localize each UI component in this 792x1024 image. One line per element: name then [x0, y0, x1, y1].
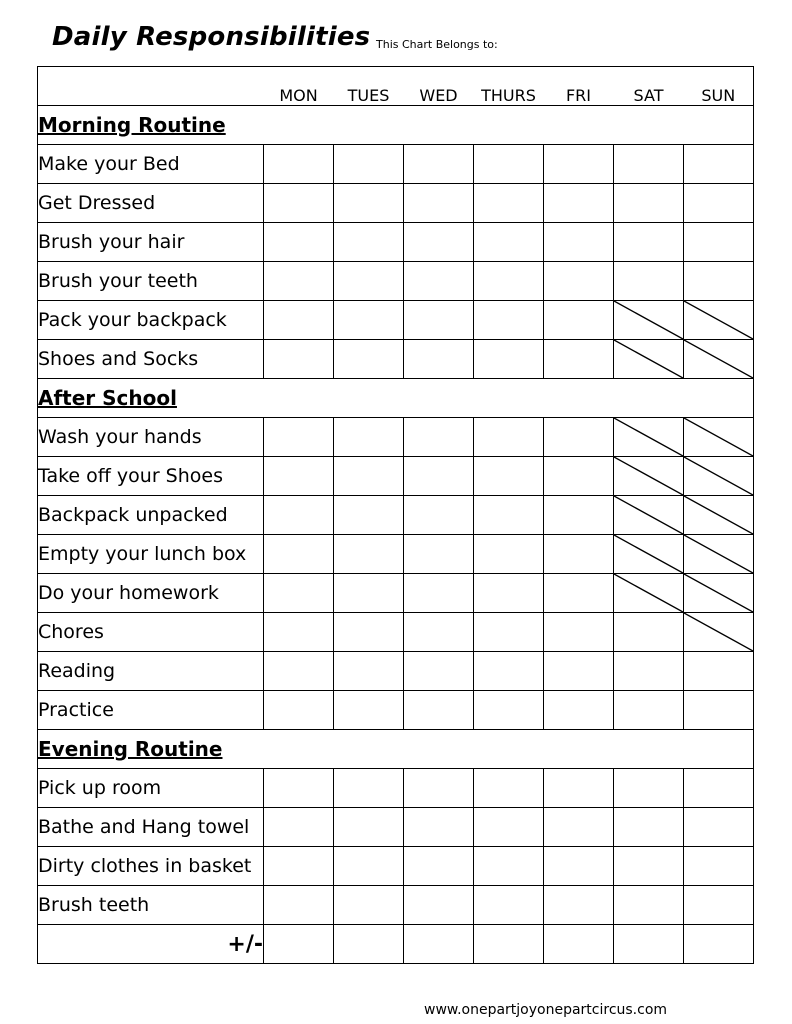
checkbox-cell-wed[interactable]: [404, 535, 474, 574]
task-row: [38, 691, 754, 730]
crossed-out-cell: [614, 418, 684, 457]
task-label: Take off your Shoes: [38, 457, 264, 496]
task-row: [38, 496, 754, 535]
score-cell-tues[interactable]: [334, 925, 404, 964]
section-row: [38, 379, 754, 418]
checkbox-cell-sun[interactable]: [684, 652, 754, 691]
checkbox-cell-mon[interactable]: [264, 457, 334, 496]
checkbox-cell-tues[interactable]: [334, 457, 404, 496]
task-label: Wash your hands: [38, 418, 264, 457]
checkbox-cell-wed[interactable]: [404, 613, 474, 652]
checkbox-cell-sat[interactable]: [614, 769, 684, 808]
checkbox-cell-sun[interactable]: [684, 691, 754, 730]
task-row: [38, 340, 754, 379]
score-cell-sat[interactable]: [614, 925, 684, 964]
checkbox-cell-thurs[interactable]: [474, 457, 544, 496]
checkbox-cell-fri[interactable]: [544, 145, 614, 184]
day-header-sun: SUN: [684, 67, 754, 106]
section-row: [38, 730, 754, 769]
checkbox-cell-fri[interactable]: [544, 223, 614, 262]
checkbox-cell-thurs[interactable]: [474, 574, 544, 613]
checkbox-cell-thurs[interactable]: [474, 886, 544, 925]
checkbox-cell-tues[interactable]: [334, 496, 404, 535]
task-label: Get Dressed: [38, 184, 264, 223]
checkbox-cell-thurs[interactable]: [474, 418, 544, 457]
checkbox-cell-thurs[interactable]: [474, 301, 544, 340]
checkbox-cell-tues[interactable]: [334, 262, 404, 301]
checkbox-cell-sat[interactable]: [614, 184, 684, 223]
task-label: Do your homework: [38, 574, 264, 613]
checkbox-cell-fri[interactable]: [544, 496, 614, 535]
checkbox-cell-tues[interactable]: [334, 574, 404, 613]
checkbox-cell-thurs[interactable]: [474, 262, 544, 301]
checkbox-cell-mon[interactable]: [264, 613, 334, 652]
day-header-mon: MON: [264, 67, 334, 106]
section-title: After School: [38, 379, 754, 418]
chart-title: Daily Responsibilities: [52, 22, 371, 52]
checkbox-cell-thurs[interactable]: [474, 613, 544, 652]
checkbox-cell-mon[interactable]: [264, 886, 334, 925]
checkbox-cell-mon[interactable]: [264, 145, 334, 184]
score-label: +/-: [38, 925, 264, 964]
checkbox-cell-mon[interactable]: [264, 691, 334, 730]
section-title: Evening Routine: [38, 730, 754, 769]
checkbox-cell-sat[interactable]: [614, 886, 684, 925]
checkbox-cell-wed[interactable]: [404, 691, 474, 730]
checkbox-cell-wed[interactable]: [404, 184, 474, 223]
checkbox-cell-mon[interactable]: [264, 418, 334, 457]
task-row: [38, 223, 754, 262]
task-label: Reading: [38, 652, 264, 691]
task-row: [38, 145, 754, 184]
task-label: Bathe and Hang towel: [38, 808, 264, 847]
task-row: [38, 301, 754, 340]
task-row: [38, 847, 754, 886]
checkbox-cell-tues[interactable]: [334, 691, 404, 730]
checkbox-cell-tues[interactable]: [334, 652, 404, 691]
checkbox-cell-tues[interactable]: [334, 847, 404, 886]
task-label: Chores: [38, 613, 264, 652]
crossed-out-cell: [614, 535, 684, 574]
checkbox-cell-sun[interactable]: [684, 847, 754, 886]
checkbox-cell-thurs[interactable]: [474, 808, 544, 847]
checkbox-cell-wed[interactable]: [404, 340, 474, 379]
checkbox-cell-sat[interactable]: [614, 613, 684, 652]
checkbox-cell-sat[interactable]: [614, 145, 684, 184]
task-row: [38, 184, 754, 223]
checkbox-cell-mon[interactable]: [264, 340, 334, 379]
checkbox-cell-thurs[interactable]: [474, 535, 544, 574]
crossed-out-cell: [684, 340, 754, 379]
checkbox-cell-wed[interactable]: [404, 652, 474, 691]
task-row: [38, 574, 754, 613]
crossed-out-cell: [684, 301, 754, 340]
responsibilities-table: [37, 66, 754, 964]
checkbox-cell-wed[interactable]: [404, 886, 474, 925]
checkbox-cell-fri[interactable]: [544, 886, 614, 925]
checkbox-cell-tues[interactable]: [334, 301, 404, 340]
checkbox-cell-mon[interactable]: [264, 184, 334, 223]
checkbox-cell-wed[interactable]: [404, 496, 474, 535]
checkbox-cell-thurs[interactable]: [474, 145, 544, 184]
crossed-out-cell: [684, 535, 754, 574]
checkbox-cell-wed[interactable]: [404, 223, 474, 262]
score-cell-fri[interactable]: [544, 925, 614, 964]
checkbox-cell-fri[interactable]: [544, 769, 614, 808]
checkbox-cell-sun[interactable]: [684, 184, 754, 223]
checkbox-cell-wed[interactable]: [404, 847, 474, 886]
checkbox-cell-tues[interactable]: [334, 769, 404, 808]
task-label: Dirty clothes in basket: [38, 847, 264, 886]
task-row: [38, 535, 754, 574]
checkbox-cell-tues[interactable]: [334, 184, 404, 223]
checkbox-cell-tues[interactable]: [334, 145, 404, 184]
checkbox-cell-tues[interactable]: [334, 808, 404, 847]
chart-owner-label: This Chart Belongs to:: [376, 38, 498, 51]
checkbox-cell-tues[interactable]: [334, 613, 404, 652]
checkbox-cell-wed[interactable]: [404, 769, 474, 808]
task-row: [38, 613, 754, 652]
checkbox-cell-thurs[interactable]: [474, 652, 544, 691]
checkbox-cell-thurs[interactable]: [474, 340, 544, 379]
checkbox-cell-mon[interactable]: [264, 223, 334, 262]
score-cell-wed[interactable]: [404, 925, 474, 964]
checkbox-cell-thurs[interactable]: [474, 847, 544, 886]
checkbox-cell-fri[interactable]: [544, 535, 614, 574]
checkbox-cell-thurs[interactable]: [474, 496, 544, 535]
checkbox-cell-sun[interactable]: [684, 223, 754, 262]
section-title: Morning Routine: [38, 106, 754, 145]
checkbox-cell-sun[interactable]: [684, 769, 754, 808]
checkbox-cell-fri[interactable]: [544, 301, 614, 340]
checkbox-cell-mon[interactable]: [264, 535, 334, 574]
section-row: [38, 106, 754, 145]
day-header-tues: TUES: [334, 67, 404, 106]
checkbox-cell-fri[interactable]: [544, 613, 614, 652]
checkbox-cell-sun[interactable]: [684, 145, 754, 184]
crossed-out-cell: [614, 574, 684, 613]
checkbox-cell-fri[interactable]: [544, 457, 614, 496]
checkbox-cell-mon[interactable]: [264, 652, 334, 691]
task-row: [38, 457, 754, 496]
checkbox-cell-tues[interactable]: [334, 535, 404, 574]
crossed-out-cell: [684, 574, 754, 613]
checkbox-cell-sat[interactable]: [614, 652, 684, 691]
checkbox-cell-sun[interactable]: [684, 886, 754, 925]
task-row: [38, 769, 754, 808]
score-row: [38, 925, 754, 964]
checkbox-cell-fri[interactable]: [544, 184, 614, 223]
task-label: Brush teeth: [38, 886, 264, 925]
task-label: Make your Bed: [38, 145, 264, 184]
task-row: [38, 418, 754, 457]
checkbox-cell-tues[interactable]: [334, 223, 404, 262]
score-cell-mon[interactable]: [264, 925, 334, 964]
checkbox-cell-mon[interactable]: [264, 574, 334, 613]
task-label: Shoes and Socks: [38, 340, 264, 379]
checkbox-cell-fri[interactable]: [544, 808, 614, 847]
crossed-out-cell: [684, 613, 754, 652]
checkbox-cell-wed[interactable]: [404, 145, 474, 184]
checkbox-cell-thurs[interactable]: [474, 769, 544, 808]
crossed-out-cell: [614, 496, 684, 535]
crossed-out-cell: [684, 457, 754, 496]
score-cell-sun[interactable]: [684, 925, 754, 964]
checkbox-cell-wed[interactable]: [404, 418, 474, 457]
checkbox-cell-wed[interactable]: [404, 262, 474, 301]
checkbox-cell-fri[interactable]: [544, 262, 614, 301]
checkbox-cell-sat[interactable]: [614, 808, 684, 847]
crossed-out-cell: [684, 418, 754, 457]
day-header-thurs: THURS: [474, 67, 544, 106]
task-row: [38, 652, 754, 691]
checkbox-cell-sun[interactable]: [684, 808, 754, 847]
task-label: Brush your hair: [38, 223, 264, 262]
checkbox-cell-mon[interactable]: [264, 808, 334, 847]
checkbox-cell-fri[interactable]: [544, 574, 614, 613]
task-row: [38, 262, 754, 301]
checkbox-cell-fri[interactable]: [544, 340, 614, 379]
checkbox-cell-thurs[interactable]: [474, 223, 544, 262]
task-label: Empty your lunch box: [38, 535, 264, 574]
checkbox-cell-wed[interactable]: [404, 574, 474, 613]
checkbox-cell-sat[interactable]: [614, 847, 684, 886]
checkbox-cell-fri[interactable]: [544, 652, 614, 691]
score-cell-thurs[interactable]: [474, 925, 544, 964]
task-label: Practice: [38, 691, 264, 730]
checkbox-cell-tues[interactable]: [334, 418, 404, 457]
task-label: Pack your backpack: [38, 301, 264, 340]
checkbox-cell-thurs[interactable]: [474, 691, 544, 730]
checkbox-cell-wed[interactable]: [404, 301, 474, 340]
checkbox-cell-tues[interactable]: [334, 340, 404, 379]
checkbox-cell-sat[interactable]: [614, 691, 684, 730]
task-row: [38, 886, 754, 925]
checkbox-cell-mon[interactable]: [264, 847, 334, 886]
task-row: [38, 808, 754, 847]
task-label: Backpack unpacked: [38, 496, 264, 535]
checkbox-cell-mon[interactable]: [264, 301, 334, 340]
checkbox-cell-fri[interactable]: [544, 691, 614, 730]
checkbox-cell-sun[interactable]: [684, 262, 754, 301]
checkbox-cell-fri[interactable]: [544, 847, 614, 886]
crossed-out-cell: [614, 340, 684, 379]
checkbox-cell-sat[interactable]: [614, 223, 684, 262]
checkbox-cell-mon[interactable]: [264, 262, 334, 301]
checkbox-cell-thurs[interactable]: [474, 184, 544, 223]
crossed-out-cell: [684, 496, 754, 535]
checkbox-cell-fri[interactable]: [544, 418, 614, 457]
checkbox-cell-tues[interactable]: [334, 886, 404, 925]
day-header-fri: FRI: [544, 67, 614, 106]
crossed-out-cell: [614, 301, 684, 340]
checkbox-cell-mon[interactable]: [264, 496, 334, 535]
checkbox-cell-wed[interactable]: [404, 808, 474, 847]
checkbox-cell-sat[interactable]: [614, 262, 684, 301]
task-label: Brush your teeth: [38, 262, 264, 301]
day-header-row: [38, 67, 754, 106]
website-footer: www.onepartjoyonepartcircus.com: [424, 1002, 668, 1018]
day-header-wed: WED: [404, 67, 474, 106]
header-blank: [38, 67, 264, 106]
crossed-out-cell: [614, 457, 684, 496]
checkbox-cell-mon[interactable]: [264, 769, 334, 808]
checkbox-cell-wed[interactable]: [404, 457, 474, 496]
day-header-sat: SAT: [614, 67, 684, 106]
task-label: Pick up room: [38, 769, 264, 808]
